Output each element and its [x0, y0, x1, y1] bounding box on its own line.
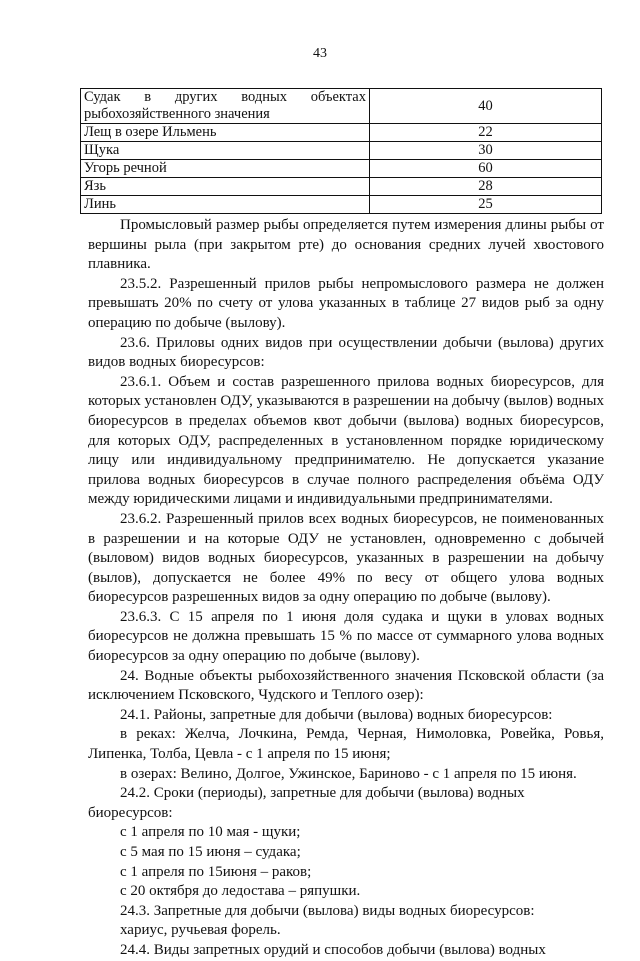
paragraph: 23.6.1. Объем и состав разрешенного прилова водных биоресурсов, для которых установлен ОДУ, указываются в разрешении на добычу (вылов) водных биоресурсов в пределах объемов квот добычи (вылова) водных биоресурсов, для которых ОДУ, распределенных в установленном порядке юридическому лицу или индивидуальному предпринимателю. Не допускается указание прилова водных биоресурсов в случае полного распределения объёма ОДУ между юридическими лицами и индивидуальными предпринимателями. [88, 373, 604, 508]
table-cell-species: Угорь речной [81, 160, 370, 178]
table-row [81, 124, 602, 142]
paragraph: 23.6.3. С 15 апреля по 1 июня доля судака и щуки в уловах водных биоресурсов не должна превышать 15 % по массе от суммарного улова водных биоресурсов за одну операцию по добыче (вылову). [88, 608, 604, 665]
table-cell-species: Лещ в озере Ильмень [81, 124, 370, 142]
paragraph: в озерах: Велино, Долгое, Ужинское, Бариново - с 1 апреля по 15 июня. [120, 765, 577, 782]
paragraph: 24. Водные объекты рыбохозяйственного значения Псковской области (за исключением Псковского, Чудского и Теплого озер): [88, 667, 604, 704]
paragraph: в реках: Желча, Лочкина, Ремда, Черная, Нимоловка, Ровейка, Ровья, Липенка, Толба, Цевла - с 1 апреля по 15 июня; [88, 726, 604, 763]
fish-size-table [80, 88, 602, 214]
list-item: с 1 апреля по 10 мая - щуки; [120, 824, 301, 841]
table-cell-species: Щука [81, 142, 370, 160]
table-row [81, 160, 602, 178]
table-cell-size: 40 [370, 89, 602, 124]
table-cell-size: 30 [370, 142, 602, 160]
page-number: 43 [313, 46, 327, 61]
list-item: с 5 мая по 15 июня – судака; [120, 844, 301, 860]
paragraph: хариус, ручьевая форель. [120, 922, 281, 939]
paragraph: 24.1. Районы, запретные для добычи (вылова) водных биоресурсов: [120, 706, 553, 723]
table-cell-size: 22 [370, 124, 602, 142]
paragraph: 24.3. Запретные для добычи (вылова) виды водных биоресурсов: [120, 902, 535, 919]
table-row [81, 89, 602, 124]
table-cell-size: 25 [370, 196, 602, 214]
paragraph: 23.6. Приловы одних видов при осуществлении добычи (вылова) других видов водных биоресурсов: [88, 334, 604, 371]
paragraph: 23.6.2. Разрешенный прилов всех водных биоресурсов, не поименованных в разрешении и на которые ОДУ не установлен, одновременно с добычей (выловом) видов водных биоресурсов, указанных в разрешении на добычу (вылов), допускается не более 49% по весу от общего улова водных биоресурсов разрешенных видов за одну операцию по добыче (вылову). [88, 510, 604, 606]
table-row [81, 178, 602, 196]
table-cell-species: Линь [81, 196, 370, 214]
table-cell-size: 60 [370, 160, 602, 178]
paragraph: Промысловый размер рыбы определяется путем измерения длины рыбы от вершины рыла (при закрытом рте) до основания средних лучей хвостового плавника. [88, 217, 604, 273]
paragraph: 23.5.2. Разрешенный прилов рыбы непромыслового размера не должен превышать 20% по счету от улова указанных в таблице 27 видов рыб за одну операцию по добыче (вылову). [88, 275, 604, 331]
body-text [88, 216, 604, 961]
paragraph: 24.4. Виды запретных орудий и способов добычи (вылова) водных [120, 941, 546, 958]
list-item: с 1 апреля по 15июня – раков; [120, 863, 312, 880]
table-cell-species: Язь [81, 178, 370, 196]
table-cell-species: Судак в других водных объектах рыбохозяйственного значения [81, 89, 370, 124]
table-cell-size: 28 [370, 178, 602, 196]
paragraph: 24.2. Сроки (периоды), запретные для добычи (вылова) водных биоресурсов: [88, 785, 525, 821]
table-row [81, 196, 602, 214]
list-item: с 20 октября до ледостава – ряпушки. [120, 883, 361, 900]
table-row [81, 142, 602, 160]
